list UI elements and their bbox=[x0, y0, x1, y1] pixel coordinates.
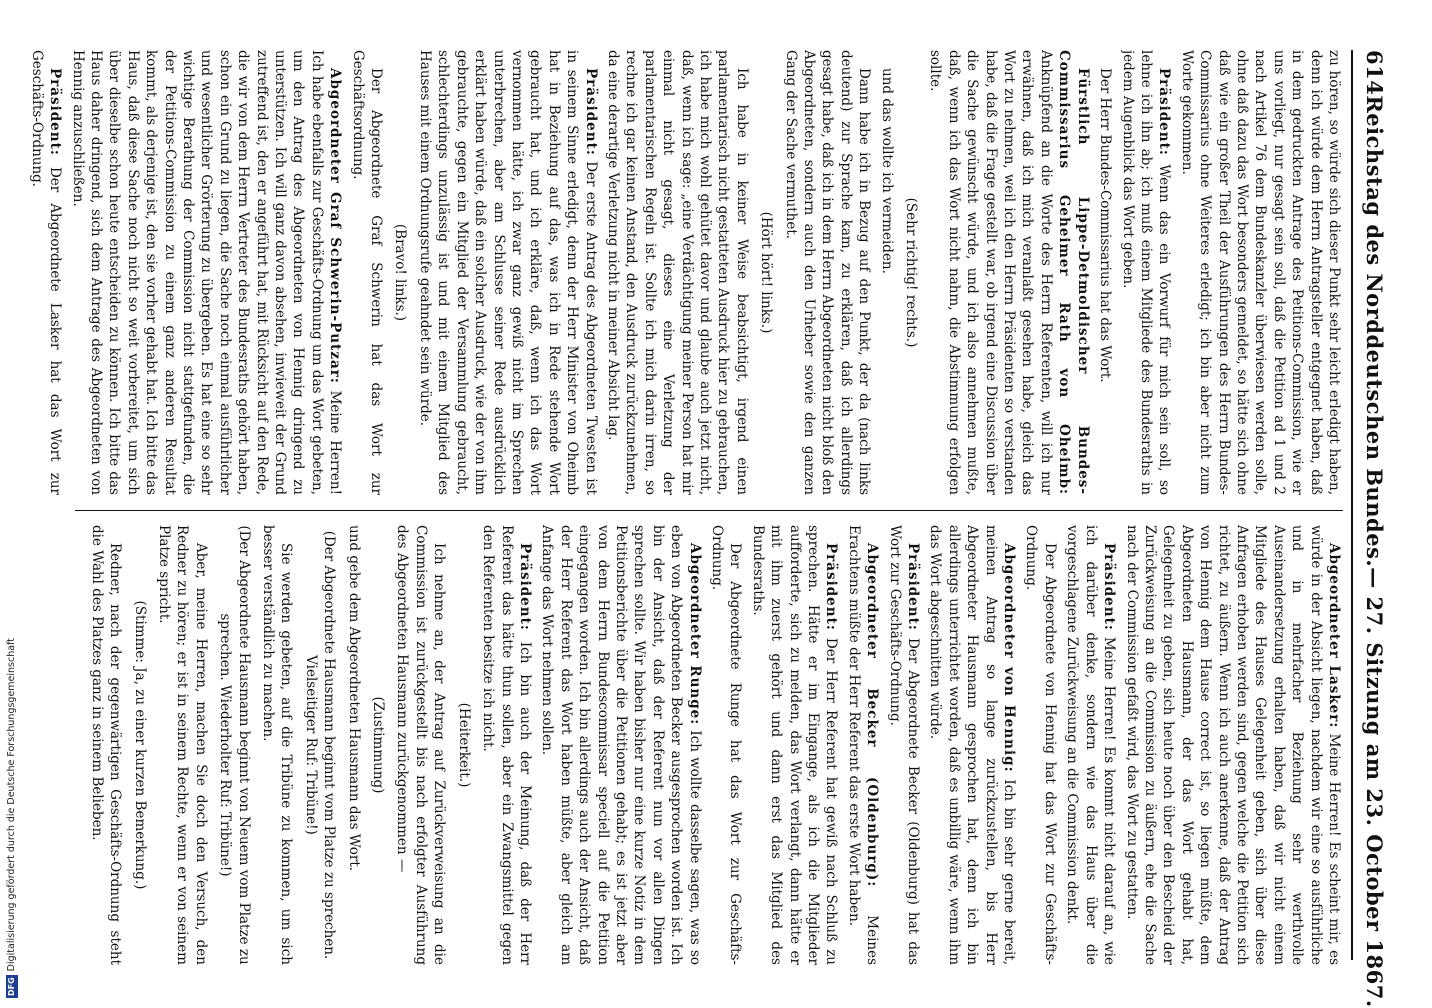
paragraph-text: Redner, nach der gegenwärtigen Geschäfts-Ordnung steht die Wahl des Platzes ganz in seinem Belieben. bbox=[88, 525, 124, 965]
text-paragraph bbox=[259, 525, 296, 965]
text-paragraph bbox=[1022, 525, 1059, 965]
speaker-name: Präsident: bbox=[823, 543, 840, 631]
text-paragraph bbox=[393, 525, 448, 965]
speech-paragraph bbox=[27, 50, 64, 495]
stage-direction: (Heiterkeit.) bbox=[455, 702, 472, 788]
paragraph-text: Der erste Antrag des Abgeordneten Twesten ist in seinem Sinne erledigt, denn der Herr Minister von Oheimb hat in Beziehung auf das, was ich in Rede stehende Wort gebraucht hat, und ich erkläre, daß, wenn ich das Wort vernommen hätte, ich zwar ganz gewiß nicht im Sprechen unterbrechen, aber am Schlusse seiner Rede ausdrücklich erklärt haben würde, daß ein solcher Ausdruck, wie der von ihm gebrauchte, gegen ein Mitglied der Versammlung gebraucht, schlechterdings unzulässig ist und mit einem Mitglied des Hauses mit einem Ordnungsrufe geahndet sein würde. bbox=[416, 50, 599, 495]
running-header bbox=[1351, 50, 1387, 1008]
speech-paragraph bbox=[748, 525, 840, 965]
paragraph-text: Der Herr Referent hat gewiß nach Schluß zu sprechen. Hätte er im Eingange, als ich die Mitglieder aufforderte, sich zu melden, das Wort verlangt, dann hätte er mit ihm zuerst gehört und dann erst das Mitglied des Bundesraths. bbox=[749, 525, 840, 965]
text-paragraph bbox=[1177, 50, 1343, 495]
text-paragraph bbox=[708, 525, 745, 965]
page-number: 614 bbox=[1362, 50, 1387, 96]
paragraph-text: Meine Herren! Es kommt nicht darauf an, wie ich darüber denke, sondern wie das Haus über die vorgeschlagene Zurückweisung an die Commission denkt. bbox=[1064, 525, 1118, 965]
speaker-name: Präsident: bbox=[582, 68, 599, 156]
paragraph-text: Wenn das ein Vorwurf für mich sein soll, so lehne ich ihn ab; ich muß einem Mitgliede des Bundesraths in jedem Augenblick das Wort geben. bbox=[1119, 50, 1173, 495]
paragraph-text: Ich habe in keiner Weise beabsichtigt, irgend einen parlamentarisch nicht gestatteten Ausdruck hier zu gebrauchen, ich habe mich wohl gehütet davor und glaube auch jetzt nicht, daß, wenn ich sage: „eine Verdächtigung meiner Person hat mir einmal nicht gesagt, dieses eine Verletzung der parlamentarischen Regeln ist. Sollte ich mich darin irren, so rechne ich gar keinen Anstand, den Ausdruck zurückzunehmen, da eine derartige Verletzung nicht in meiner Absicht lag. bbox=[604, 50, 750, 495]
paragraph-text: Der Abgeordnete Runge hat das Wort zur Geschäfts-Ordnung. bbox=[709, 525, 744, 965]
speech-paragraph bbox=[479, 525, 534, 965]
text-paragraph bbox=[1096, 50, 1114, 495]
paragraph-text: Dann habe ich in Bezug auf den Punkt, der da (nach links deutend) zur Sprache kam, zu erklären, daß ich allerdings gesagt habe, daß ich in dem Herrn Abgeordneten nicht bloß den Abgeordneten, sondern auch den Urheber sowie den ganzen Gang der Sache vermuthet. bbox=[782, 50, 873, 495]
speech-paragraph bbox=[416, 50, 600, 495]
right-text-column bbox=[25, 525, 1343, 965]
speaker-name: Präsident: bbox=[1156, 68, 1173, 156]
text-paragraph bbox=[87, 525, 124, 965]
speaker-name: Präsident: bbox=[905, 543, 922, 631]
speech-paragraph bbox=[885, 525, 922, 965]
paragraph-text: Der Abgeordnete Graf Schwerin hat das Wort zur Geschäftsordnung. bbox=[349, 50, 385, 495]
speaker-name: Fürstlich Lippe-Detmoldischer Bundes-Commissarius Geheimer Rath von Oheimb: bbox=[1056, 50, 1091, 495]
digitization-credit bbox=[2, 600, 22, 998]
paragraph-text: Der Abgeordnete Becker (Oldenburg) hat das Wort zur Geschäfts-Ordnung. bbox=[886, 525, 922, 965]
text-paragraph bbox=[604, 50, 751, 495]
paragraph-text: Der Abgeordnete Lasker hat das Wort zur Geschäfts-Ordnung. bbox=[28, 50, 64, 495]
stage-direction: (Der Abgeordnete Hausmann beginnt von Neuem vom Platze zu sprechen. Wiederholter Ruf: Tribüne!) bbox=[217, 525, 252, 965]
column-divider bbox=[75, 510, 1343, 511]
speech-paragraph bbox=[538, 525, 704, 965]
speaker-name: Präsident: bbox=[47, 68, 64, 156]
publication-title: Reichstag des Norddeutschen Bundes. bbox=[1362, 95, 1387, 568]
paragraph-text: Der Abgeordnete von Hennig hat das Wort zur Geschäfts-Ordnung. bbox=[1023, 525, 1058, 965]
stage-direction: (Zustimmung) bbox=[370, 696, 387, 794]
dfg-logo: DFG bbox=[7, 977, 16, 996]
paragraph-text: Ich bin sehr gerne bereit, meinen Antrag so lange zurückzustellen, bis Herr Abgeordneter Hausmann gesprochen hat, denn ich bin allerdings unterrichtet worden, daß es unbillig wäre, wenn ihm das Wort abgeschnitten würde. bbox=[927, 525, 1018, 965]
paragraph-text: Meine Herren! Es scheint mir, es würde in der Absicht liegen, nachdem wir eine so ausführliche und in mehrfacher Beziehung sehr werthvolle Auseinandersetzung erhalten haben, daß wir nicht einem Mitgliede des Hauses Gelegenheit geben, sich über diese Anfragen erhoben werden sind, gegen welche die Petition sich richtet, zu äußern. Wenn ich auch anerkenne, daß der Antrag von Hennig dem Hause correct ist, so liegen müßte, dem Abgeordneten Hausmann, der das Wort gehabt hat, Gelegenheit zu geben, sich heute noch über den Bescheid der Zurückweisung an die Commission zu äußern, ehe die Sache nach der Commission gefaßt wird, das Wort zu gestatten. bbox=[1123, 525, 1342, 965]
paragraph-text: Ich bin auch der Meinung, daß der Herr Referent das hätte thun sollen, aber ein Zwangsmittel gegen den Referenten besitze ich nicht. bbox=[480, 525, 533, 965]
speaker-name: Abgeordneter Graf Schwerin-Putzar: bbox=[327, 68, 344, 384]
paragraph-text: Meines Erachtens müßte der Herr Referent das erste Wort haben. bbox=[845, 525, 881, 965]
speech-paragraph bbox=[926, 525, 1018, 965]
text-paragraph bbox=[344, 525, 362, 965]
stage-direction: (Bravo! links.) bbox=[392, 223, 409, 322]
paragraph-text: und gebe dem Abgeordneten Hausmann das Wort. bbox=[345, 525, 362, 872]
speaker-name: Präsident: bbox=[516, 543, 533, 631]
session-date: — 27. Sitzung am 23. October 1867. bbox=[1362, 567, 1387, 1008]
paragraph-text: zu hören, so würde sich dieser Punkt sehr leicht erledigt haben, denn ich würde dem Herrn Antragsteller entgegnet haben, daß in dem gedruckten Antrage des Petitions-Commission, wie er uns vorliegt, nur gesagt sein soll, daß die Petition ad 1 und 2 nach Artikel 76 dem Bundeskanzler überwiesen werden solle, ohne daß dazu das Wort besonders gemeldet, so hätte sich ohne daß wie ein großer Theil der Ausführungen des Herrn Bundes-Commissarius ohne Weiteres erledigt; ich bin aber nicht zum Worte gekommen. bbox=[1178, 50, 1342, 495]
speech-paragraph bbox=[1063, 525, 1118, 965]
paragraph-text: Ich nehme an, der Antrag auf Zurückverweisung an die Commission ist zurückgestellt bis nach erfolgter Ausführung des Abgeordneten Hausmann zurückgenommen — bbox=[394, 525, 448, 965]
speech-paragraph bbox=[1122, 525, 1343, 965]
speech-paragraph bbox=[68, 50, 344, 495]
paragraph-text: Aber, meine Herren, machen Sie doch den Versuch, den Redner zu hören; er ist in seinem Rechte, wenn er von seinem Platze spricht. bbox=[156, 525, 209, 965]
speaker-name: Abgeordneter von Hennig: bbox=[1001, 543, 1018, 773]
paragraph-text: Meine Herren! Ich habe ebenfalls zur Geschäfts-Ordnung um das Wort gebeten, um den Antrag des Abgeordneten von Hennig dringend zu unterstützen. Ich will ganz davon absehen, inwieweit der Grund zutreffend ist, den er angeführt hat, mit Rücksicht auf den Rede, die wir von dem Herrn Vertreter des Bundesraths gehört haben, schon ein Grund zu liegen, die Sache noch einmal ausführlicher und wesentlicher Grörterung zu übergeben. Es hat eine so sehr wichtige Berathung der Commission nicht stattgefunden, die der Petitions-Commission zu einem ganz anderen Resultat kommt, als derjenige ist, den sie vorher gehabt hat. Ich bitte das Haus, daß diese Sache noch nicht so weit vorbereitet, um sich über dieselbe schon heute entscheiden zu können. Ich bitte das Haus daher dringend, sich dem Antrage des Abgeordneten von Hennig anzuschließen. bbox=[69, 50, 344, 495]
credit-text: Digitalisierung gefördert durch die Deutsche Forschungsgemeinschaft bbox=[6, 638, 17, 972]
stage-direction: (Der Abgeordnete Hausmann beginnt vom Platze zu sprechen. Vielseitiger Ruf: Tribüne!) bbox=[302, 530, 338, 960]
text-paragraph bbox=[348, 50, 385, 495]
speech-paragraph bbox=[1118, 50, 1173, 495]
stage-direction: (Sehr richtig! rechts.) bbox=[903, 197, 920, 348]
speech-paragraph bbox=[926, 50, 1092, 495]
paragraph-text: Sie werden gebeten, auf die Tribüne zu kommen, um sich besser verständlich zu machen. bbox=[260, 525, 295, 965]
paragraph-text: und das wollte ich vermeiden. bbox=[878, 68, 895, 274]
text-paragraph bbox=[781, 50, 873, 495]
text-paragraph bbox=[877, 50, 895, 495]
text-paragraph bbox=[155, 525, 210, 965]
speaker-name: Abgeordneter Lasker: bbox=[1326, 543, 1342, 729]
stage-direction: (Stimme: Ja, zu einer kurzen Bemerkung.) bbox=[131, 600, 148, 890]
paragraph-text: Ich wollte dasselbe sagen, was so eben von Abgeordneten Becker ausgesprochen worden ist. Ich bin der Ansicht, daß der Referent nun vor allen Dingen sprechen sollte. Wir haben bisher nur eine kurze Notiz in dem Petitionsberichte über die Petitionen gehabt; es ist jetzt aber von dem Herrn Bundescommissar speciell auf die Petition eingegangen worden. Ich bin allerdings auch der Ansicht, daß der Herr Referent das Wort haben müßte, aber gleich am Anfange das Wort nehmen sollen. bbox=[539, 525, 703, 965]
speech-paragraph bbox=[844, 525, 881, 965]
left-text-column bbox=[25, 50, 1343, 495]
stage-direction: (Hört hört! links.) bbox=[758, 211, 775, 334]
paragraph-text: Der Herr Bundes-Commissarius hat das Wort. bbox=[1097, 68, 1114, 383]
paragraph-text: Anknüpfend an die Worte des Herrn Referenten, will ich nur erwähnen, daß ich mich veranlaßt gesehen habe, gleich das Wort zu nehmen, weil ich den Herrn Präsidenten so verstanden habe, daß die Frage gestellt war, ob irgend eine Discussion über die Sache gewünscht würde, und ich also annehmen mußte, daß, wenn ich das Wort nicht nahm, die Abstimmung erfolgen sollte. bbox=[927, 50, 1054, 495]
speaker-name: Abgeordneter Runge: bbox=[686, 543, 703, 726]
speaker-name: Abgeordneter Becker (Oldenburg): bbox=[864, 543, 881, 888]
speaker-name: Präsident: bbox=[1101, 543, 1118, 631]
scanned-page bbox=[15, 20, 1395, 1008]
